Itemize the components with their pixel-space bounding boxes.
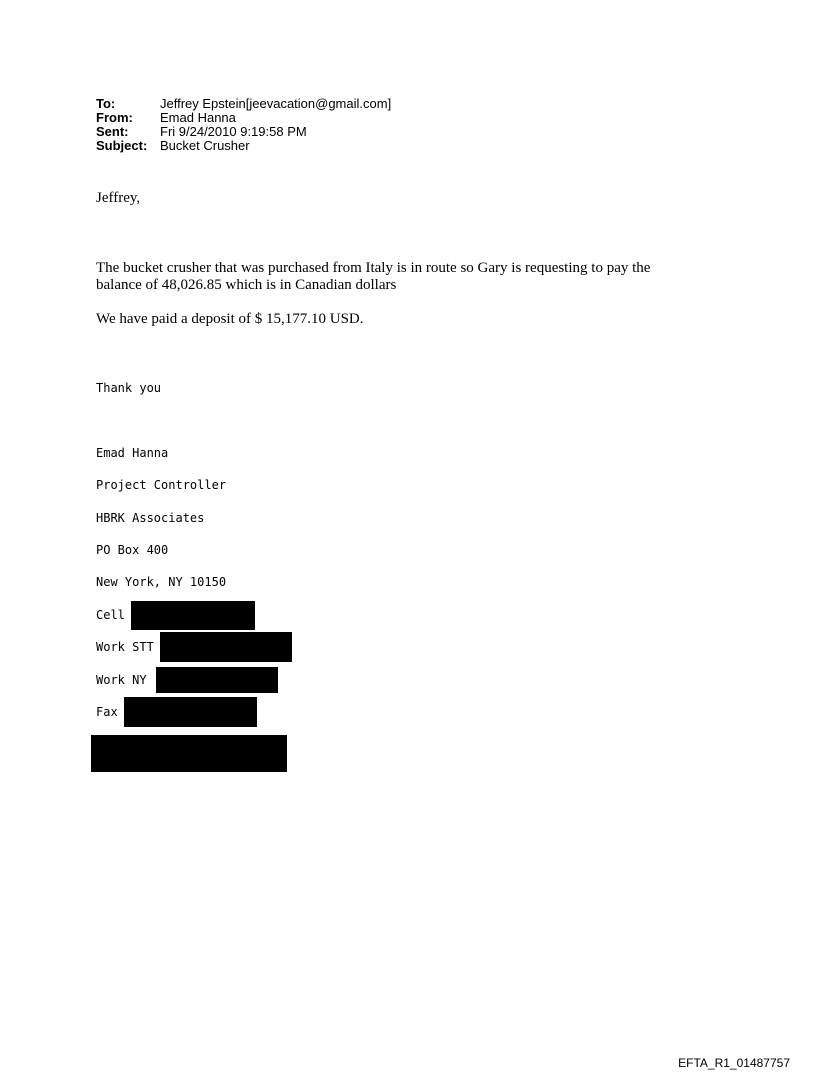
redaction-work-stt — [160, 632, 292, 662]
subject-row — [96, 139, 391, 153]
signature-name: Emad Hanna — [96, 446, 169, 460]
signature-po-box: PO Box 400 — [96, 543, 169, 557]
subject-value: Bucket Crusher — [160, 138, 250, 153]
fax-label: Fax — [96, 705, 118, 719]
to-value: Jeffrey Epstein[jeevacation@gmail.com] — [160, 96, 392, 111]
signature-company: HBRK Associates — [96, 511, 205, 525]
redaction-cell — [131, 601, 255, 630]
sent-value: Fri 9/24/2010 9:19:58 PM — [160, 124, 307, 139]
email-header — [96, 97, 391, 153]
to-label: To: — [96, 96, 116, 111]
cell-label: Cell — [96, 608, 125, 622]
greeting: Jeffrey, — [96, 190, 141, 206]
sent-row — [96, 125, 391, 139]
redaction-fax — [124, 697, 257, 727]
paragraph-1-line-2: balance of 48,026.85 which is in Canadian dollars — [96, 277, 397, 293]
signature-city: New York, NY 10150 — [96, 575, 227, 589]
sent-label: Sent: — [96, 124, 129, 139]
paragraph-2: We have paid a deposit of $ 15,177.10 USD. — [96, 311, 364, 327]
paragraph-1-line-1: The bucket crusher that was purchased from Italy is in route so Gary is requesting to pay the — [96, 260, 651, 276]
document-id: EFTA_R1_01487757 — [678, 1056, 790, 1070]
redaction-block — [91, 735, 287, 772]
signature-title: Project Controller — [96, 478, 227, 492]
from-label: From: — [96, 110, 133, 125]
work-stt-label: Work STT — [96, 640, 154, 654]
subject-label: Subject: — [96, 138, 148, 153]
to-row — [96, 97, 391, 111]
from-value: Emad Hanna — [160, 110, 236, 125]
from-row — [96, 111, 391, 125]
redaction-work-ny — [156, 667, 278, 693]
work-ny-label: Work NY — [96, 673, 147, 687]
closing: Thank you — [96, 381, 162, 395]
